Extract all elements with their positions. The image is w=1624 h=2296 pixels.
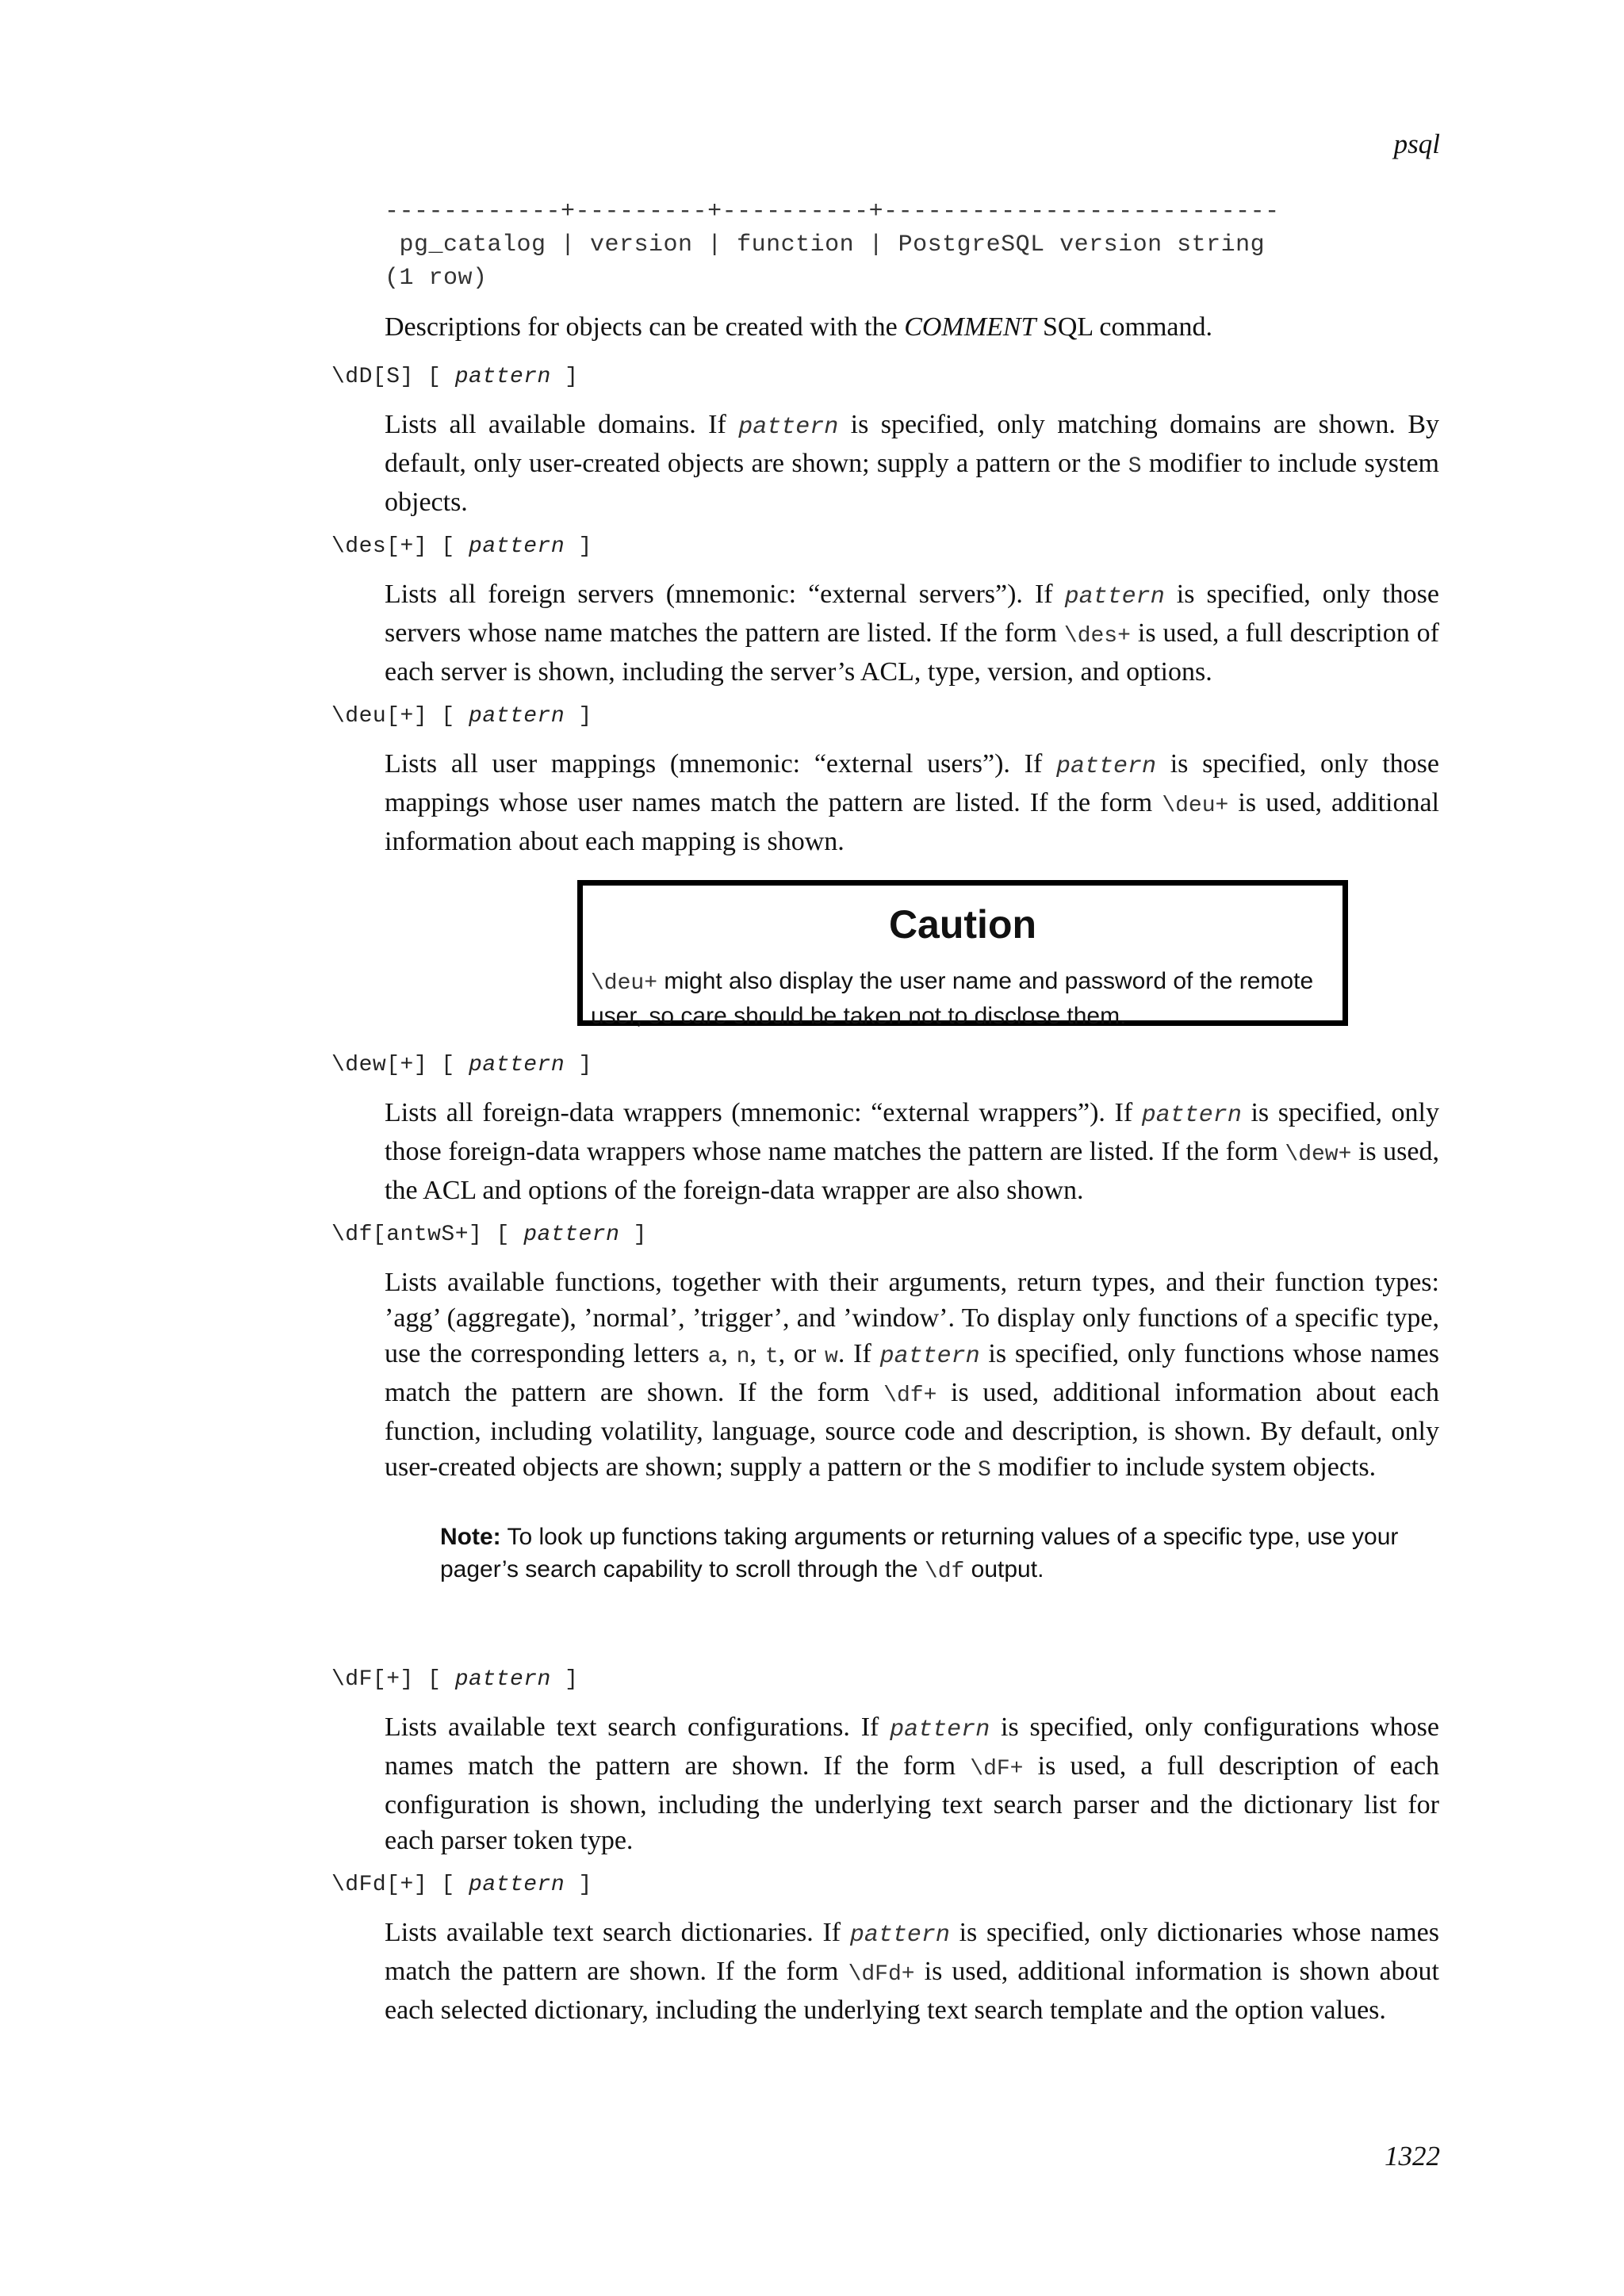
comment-paragraph	[385, 309, 1439, 345]
term-arg: pattern	[523, 1223, 620, 1247]
term-command: \dD[S] [	[331, 365, 455, 389]
term-command: \dF[+] [	[331, 1667, 455, 1692]
desc-text: is specified, only dictionaries whose names match the pattern are shown. If the form	[385, 1918, 1439, 1986]
term-close: ]	[550, 1667, 579, 1692]
term-close: ]	[565, 534, 592, 559]
running-header: psql	[1393, 128, 1440, 159]
desc-code: \dFd+	[848, 1962, 915, 1987]
desc-text: Lists all foreign-data wrappers (mnemonic: “external wrappers”). If	[385, 1098, 1142, 1127]
desc-text: ,	[749, 1339, 765, 1368]
desc-code: \des+	[1063, 624, 1131, 649]
desc-code: \deu+	[1162, 794, 1229, 818]
desc-text: is used, a full description of each server is shown, including the server’s ACL, type, version, and options.	[385, 618, 1440, 687]
desc-text: Lists all foreign servers (mnemonic: “external servers”). If	[385, 580, 1065, 609]
term-command: \dFd[+] [	[331, 1873, 469, 1897]
desc-text: modifier to include system objects.	[385, 449, 1440, 517]
term-arg: pattern	[454, 365, 551, 389]
desc-text: Lists available text search configurations. If	[385, 1712, 891, 1742]
term-des	[331, 534, 592, 559]
desc-code: pattern	[890, 1716, 990, 1743]
desc-text: Lists all available domains. If	[385, 410, 739, 439]
output-separator: ------------+---------+----------+---------------------------	[385, 198, 1280, 225]
desc-code: pattern	[1055, 753, 1157, 780]
note-text: To look up functions taking arguments or returning values of a specific type, use your pager’s search capability to scroll through the	[440, 1524, 1399, 1582]
term-arg: pattern	[454, 1667, 551, 1692]
desc-text: Lists all user mappings (mnemonic: “external users”). If	[385, 749, 1056, 779]
term-arg: pattern	[469, 1873, 565, 1897]
comment-command: COMMENT	[904, 312, 1036, 342]
term-close: ]	[619, 1223, 647, 1247]
term-close: ]	[565, 704, 592, 729]
desc-code: S	[1128, 454, 1142, 479]
term-arg: pattern	[469, 1053, 565, 1077]
term-close: ]	[550, 365, 579, 389]
term-command: \dew[+] [	[331, 1053, 469, 1077]
desc-text: , or	[778, 1339, 825, 1368]
desc-code: pattern	[849, 1922, 950, 1949]
term-command: \df[antwS+] [	[331, 1223, 524, 1247]
output-row-count: (1 row)	[385, 265, 488, 292]
desc-text: is specified, only those mappings whose user names match the pattern are listed. If the form	[385, 749, 1439, 817]
desc-text: is used, a full description of each configuration is shown, including the underlying text search parser and the dictionary list for each parser token type.	[385, 1751, 1439, 1855]
desc-code: \df+	[883, 1383, 937, 1408]
desc-code: \dF+	[970, 1757, 1024, 1781]
term-arg: pattern	[469, 704, 565, 729]
term-dF	[331, 1667, 578, 1692]
desc-dD	[385, 407, 1439, 520]
term-df	[331, 1223, 647, 1247]
page-number: 1322	[1385, 2141, 1440, 2172]
term-close: ]	[565, 1873, 592, 1897]
desc-code: \dew+	[1285, 1142, 1352, 1167]
desc-text: ,	[721, 1339, 737, 1368]
desc-dF	[385, 1709, 1439, 1858]
caution-code: \deu+	[591, 971, 658, 996]
desc-code: pattern	[738, 414, 839, 441]
desc-text: is used, additional information about each mapping is shown.	[385, 788, 1440, 856]
desc-text: is specified, only functions whose names match the pattern are shown. If the form	[385, 1339, 1439, 1407]
term-deu	[331, 704, 592, 729]
desc-code: w	[825, 1345, 838, 1369]
desc-text: is specified, only matching domains are shown. By default, only user-created objects are shown; supply a pattern or the	[385, 410, 1440, 478]
desc-code: a	[707, 1345, 722, 1369]
desc-text: Lists available text search dictionaries. If	[385, 1918, 850, 1947]
note-block	[440, 1521, 1439, 1588]
desc-code: pattern	[879, 1343, 980, 1370]
term-dD	[331, 365, 578, 389]
term-command: \des[+] [	[331, 534, 469, 559]
desc-text: . If	[837, 1339, 880, 1368]
desc-text: is specified, only configurations whose names match the pattern are shown. If the form	[385, 1712, 1439, 1781]
caution-body	[591, 965, 1344, 1032]
desc-text: is specified, only those servers whose name matches the pattern are listed. If the form	[385, 580, 1439, 648]
desc-text: is used, the ACL and options of the foreign-data wrapper are also shown.	[385, 1137, 1439, 1205]
desc-code: t	[764, 1345, 779, 1369]
comment-text: Descriptions for objects can be created with the	[385, 312, 905, 342]
desc-text: is used, additional information is shown about each selected dictionary, including the underlying text search template and the option values.	[385, 1957, 1439, 2025]
caution-box	[577, 880, 1348, 1029]
term-dFd	[331, 1873, 592, 1897]
desc-code: pattern	[1141, 1102, 1242, 1129]
note-text-end: output.	[964, 1556, 1044, 1582]
term-command: \deu[+] [	[331, 704, 469, 729]
desc-code: pattern	[1064, 584, 1165, 610]
desc-dFd	[385, 1915, 1439, 2028]
term-arg: pattern	[469, 534, 565, 559]
desc-text: is used, additional information about each function, including volatility, language, source code and description, is shown. By default, only user-created objects are shown; supply a pattern or the	[385, 1378, 1440, 1482]
note-code: \df	[924, 1559, 965, 1584]
term-close: ]	[565, 1053, 592, 1077]
term-dew	[331, 1053, 592, 1077]
desc-code: S	[977, 1458, 991, 1483]
comment-text-end: SQL command.	[1036, 312, 1212, 342]
desc-dew	[385, 1095, 1439, 1208]
caution-title: Caution	[888, 902, 1037, 947]
desc-text: modifier to include system objects.	[990, 1452, 1377, 1482]
desc-des	[385, 576, 1439, 690]
note-label: Note:	[440, 1524, 501, 1550]
desc-deu	[385, 746, 1439, 859]
desc-code: n	[736, 1345, 750, 1369]
output-row: pg_catalog | version | function | PostgreSQL version string	[385, 232, 1266, 258]
caution-text: might also display the user name and password of the remote user, so care should be taken not to disclose them.	[591, 968, 1314, 1029]
desc-text: Lists available functions, together with their arguments, return types, and their function types: ’agg’ (aggregate), ’normal’, ’trigger’, and ’window’. To display only functions of a specific type, use the corresponding letters	[385, 1268, 1439, 1368]
desc-df	[385, 1265, 1439, 1488]
desc-text: is specified, only those foreign-data wrappers whose name matches the pattern are listed. If the form	[385, 1098, 1440, 1166]
